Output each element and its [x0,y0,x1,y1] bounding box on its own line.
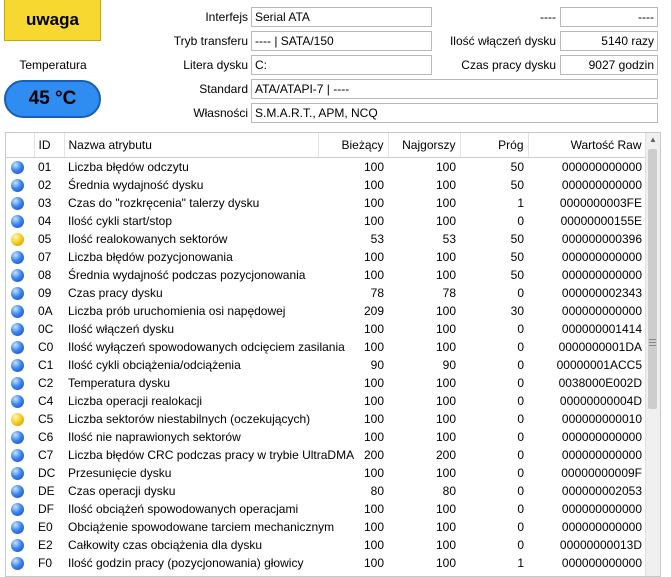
table-row[interactable] [6,158,646,177]
header-status[interactable] [6,133,34,158]
cell-threshold: 0 [517,448,524,462]
vertical-scrollbar[interactable] [645,133,660,576]
status-cell [6,158,34,177]
scroll-grip-icon [648,337,657,349]
table-row[interactable] [6,446,646,464]
cell-name: Czas do "rozkręcenia" talerzy dysku [68,196,260,210]
table-row[interactable] [6,374,646,392]
cell-worst: 78 [442,286,456,300]
cell-worst: 100 [435,430,456,444]
status-dot-icon [11,467,24,480]
cell-name: Liczba błędów pozycjonowania [68,250,233,264]
cell-raw: 000000000000 [561,430,642,444]
cell-raw: 000000000000 [561,178,642,192]
cell-worst: 100 [435,538,456,552]
table-row[interactable] [6,194,646,212]
cell-id: 0C [38,322,54,336]
cell-id: C4 [38,394,54,408]
cell-name: Ilość realokowanych sektorów [68,232,228,246]
cell-worst: 100 [435,160,456,174]
cell-raw: 00000000013D [559,538,642,552]
cell-name: Ilość wyłączeń spowodowanych odcięciem zasilania [68,340,345,354]
cell-id: 07 [38,250,52,264]
status-dot-icon [11,359,24,372]
cell-current: 100 [363,556,384,570]
cell-name: Ilość cykli start/stop [68,214,173,228]
status-dot-icon [11,179,24,192]
table-row[interactable] [6,464,646,482]
cell-threshold: 0 [517,502,524,516]
cell-raw: 000000000000 [561,448,642,462]
status-dot-icon [11,395,24,408]
table-header-row [6,133,646,158]
cell-raw: 000000000000 [561,304,642,318]
cell-id: 02 [38,178,52,192]
cell-current: 100 [363,376,384,390]
cell-raw: 000000000000 [561,556,642,570]
status-cell [6,482,34,500]
cell-threshold: 0 [517,358,524,372]
cell-current: 100 [363,340,384,354]
features-field: S.M.A.R.T., APM, NCQ [251,103,658,123]
cell-threshold: 0 [517,214,524,228]
cell-id: E0 [38,520,53,534]
cell-raw: 0000000001DA [558,340,642,354]
cell-name: Liczba prób uruchomienia osi napędowej [68,304,286,318]
standard-label: Standard [199,82,248,96]
status-cell [6,284,34,302]
cell-id: 08 [38,268,52,282]
table-row[interactable] [6,554,646,572]
table-row[interactable] [6,482,646,500]
power-on-hours-field: 9027 godzin [560,55,658,75]
cell-name: Liczba sektorów niestabilnych (oczekujących) [68,412,311,426]
cell-threshold: 0 [517,430,524,444]
cell-raw: 000000000396 [561,232,642,246]
header-raw-value[interactable]: Wartość Raw [528,133,646,158]
cell-name: Ilość nie naprawionych sektorów [68,430,241,444]
cell-current: 53 [370,232,384,246]
status-dot-icon [11,485,24,498]
status-cell [6,500,34,518]
cell-worst: 100 [435,340,456,354]
cell-threshold: 0 [517,322,524,336]
cell-id: 0A [38,304,53,318]
cell-worst: 100 [435,412,456,426]
cell-threshold: 0 [517,520,524,534]
status-cell [6,266,34,284]
cell-raw: 0038000E002D [558,376,642,390]
header-current[interactable]: Bieżący [318,133,388,158]
cell-raw: 00000001ACC5 [556,358,642,372]
cell-name: Obciążenie spowodowane tarciem mechanicznym [68,520,335,534]
table-row[interactable] [6,392,646,410]
header-worst[interactable]: Najgorszy [388,133,460,158]
status-cell [6,464,34,482]
status-cell [6,194,34,212]
cell-threshold: 0 [517,286,524,300]
cell-id: 04 [38,214,52,228]
header-threshold[interactable]: Próg [460,133,528,158]
cell-threshold: 50 [510,268,524,282]
cell-threshold: 1 [517,556,524,570]
cell-worst: 100 [435,214,456,228]
cell-id: E2 [38,538,53,552]
table-row[interactable] [6,410,646,428]
status-cell [6,536,34,554]
table-row[interactable] [6,176,646,194]
interface-field: Serial ATA [251,7,432,27]
status-cell [6,176,34,194]
status-dot-icon [11,341,24,354]
status-cell [6,212,34,230]
cell-current: 100 [363,160,384,174]
table-row[interactable] [6,518,646,536]
right-top-label: ---- [540,10,556,24]
cell-raw: 0000000003FE [559,196,642,210]
cell-name: Ilość włączeń dysku [68,322,175,336]
cell-name: Liczba błędów odczytu [68,160,189,174]
status-cell [6,230,34,248]
cell-raw: 000000000000 [561,250,642,264]
table-row[interactable] [6,302,646,320]
status-cell [6,446,34,464]
table-row[interactable] [6,248,646,266]
cell-worst: 200 [435,448,456,462]
cell-id: C0 [38,340,54,354]
cell-raw: 00000000004D [559,394,642,408]
cell-worst: 100 [435,466,456,480]
cell-current: 100 [363,520,384,534]
cell-current: 100 [363,268,384,282]
scroll-thumb[interactable] [648,149,657,409]
cell-raw: 000000000000 [561,520,642,534]
drive-letter-field: C: [251,55,432,75]
power-on-hours-label: Czas pracy dysku [461,58,556,72]
standard-field: ATA/ATAPI-7 | ---- [251,79,658,99]
status-dot-icon [11,161,24,174]
status-cell [6,338,34,356]
cell-current: 209 [363,304,384,318]
cell-id: C6 [38,430,54,444]
cell-worst: 100 [435,322,456,336]
status-dot-icon [11,305,24,318]
cell-id: 09 [38,286,52,300]
table-row[interactable] [6,284,646,302]
status-cell [6,374,34,392]
status-dot-icon [11,323,24,336]
power-on-count-label: Ilość włączeń dysku [449,34,556,48]
cell-current: 200 [363,448,384,462]
cell-current: 100 [363,250,384,264]
cell-current: 100 [363,502,384,516]
cell-worst: 100 [435,556,456,570]
cell-worst: 100 [435,520,456,534]
table-row[interactable] [6,320,646,338]
cell-worst: 100 [435,250,456,264]
cell-current: 100 [363,178,384,192]
cell-threshold: 50 [510,250,524,264]
cell-name: Przesunięcie dysku [68,466,172,480]
table-row[interactable] [6,356,646,374]
cell-worst: 100 [435,268,456,282]
status-dot-icon [11,377,24,390]
cell-worst: 100 [435,394,456,408]
cell-current: 100 [363,412,384,426]
status-dot-icon [11,557,24,570]
header-attribute-name[interactable]: Nazwa atrybutu [64,133,318,158]
cell-id: DC [38,466,56,480]
cell-name: Średnia wydajność podczas pozycjonowania [68,268,306,282]
transfer-mode-field: ---- | SATA/150 [251,31,432,51]
cell-raw: 000000002343 [561,286,642,300]
status-dot-icon [11,413,24,426]
temperature-label: Temperatura [19,58,87,72]
status-cell [6,320,34,338]
cell-worst: 90 [442,358,456,372]
cell-current: 100 [363,538,384,552]
cell-worst: 100 [435,376,456,390]
cell-worst: 100 [435,196,456,210]
cell-current: 100 [363,430,384,444]
interface-label: Interfejs [205,10,248,24]
status-dot-icon [11,503,24,516]
cell-current: 90 [370,358,384,372]
cell-name: Temperatura dysku [68,376,171,390]
cell-raw: 000000000010 [561,412,642,426]
status-dot-icon [11,215,24,228]
cell-worst: 100 [435,502,456,516]
drive-letter-label: Litera dysku [183,58,248,72]
smart-attributes-table[interactable] [5,132,661,577]
cell-id: 05 [38,232,52,246]
table-row[interactable] [6,212,646,230]
temperature-badge: 45 °C [4,80,101,118]
cell-current: 80 [370,484,384,498]
cell-threshold: 0 [517,484,524,498]
cell-current: 78 [370,286,384,300]
status-cell [6,554,34,572]
table-row[interactable] [6,338,646,356]
scroll-up-arrow-icon[interactable]: ▲ [649,135,657,144]
cell-id: 03 [38,196,52,210]
status-cell [6,302,34,320]
cell-raw: 000000000000 [561,502,642,516]
power-on-count-field: 5140 razy [560,31,658,51]
cell-id: C2 [38,376,54,390]
status-dot-icon [11,431,24,444]
cell-threshold: 0 [517,376,524,390]
cell-name: Czas pracy dysku [68,286,163,300]
cell-id: DE [38,484,55,498]
cell-worst: 100 [435,178,456,192]
cell-name: Całkowity czas obciążenia dla dysku [68,538,263,552]
cell-id: DF [38,502,54,516]
status-cell [6,410,34,428]
cell-id: C5 [38,412,54,426]
transfer-mode-label: Tryb transferu [173,34,248,48]
cell-current: 100 [363,214,384,228]
cell-raw: 000000001414 [561,322,642,336]
table-row[interactable] [6,536,646,554]
cell-threshold: 0 [517,538,524,552]
status-dot-icon [11,539,24,552]
status-dot-icon [11,233,24,246]
status-dot-icon [11,521,24,534]
cell-name: Liczba błędów CRC podczas pracy w trybie UltraDMA [68,448,355,462]
table-row[interactable] [6,428,646,446]
cell-current: 100 [363,322,384,336]
cell-threshold: 0 [517,340,524,354]
status-dot-icon [11,269,24,282]
table-row[interactable] [6,500,646,518]
cell-threshold: 0 [517,412,524,426]
cell-current: 100 [363,196,384,210]
status-dot-icon [11,197,24,210]
status-cell [6,248,34,266]
cell-threshold: 30 [510,304,524,318]
header-id[interactable]: ID [34,133,64,158]
cell-worst: 53 [442,232,456,246]
table-row[interactable] [6,266,646,284]
cell-threshold: 0 [517,466,524,480]
cell-id: C7 [38,448,54,462]
cell-threshold: 1 [517,196,524,210]
cell-raw: 00000000009F [561,466,642,480]
right-top-field: ---- [560,7,658,27]
cell-id: F0 [38,556,53,570]
cell-raw: 000000002053 [561,484,642,498]
cell-raw: 000000000000 [561,268,642,282]
cell-name: Ilość godzin pracy (pozycjonowania) głowicy [68,556,304,570]
cell-name: Średnia wydajność dysku [68,178,204,192]
cell-id: C1 [38,358,54,372]
features-label: Własności [193,106,248,120]
status-cell [6,392,34,410]
cell-current: 100 [363,466,384,480]
cell-raw: 000000000000 [561,160,642,174]
cell-name: Ilość obciążeń spowodowanych operacjami [68,502,299,516]
status-cell [6,428,34,446]
cell-threshold: 50 [510,160,524,174]
cell-threshold: 50 [510,178,524,192]
cell-threshold: 0 [517,394,524,408]
cell-raw: 00000000155E [560,214,642,228]
cell-threshold: 50 [510,232,524,246]
status-dot-icon [11,251,24,264]
status-cell [6,356,34,374]
cell-name: Ilość cykli obciążenia/odciążenia [68,358,241,372]
status-dot-icon [11,449,24,462]
cell-id: 01 [38,160,52,174]
cell-worst: 80 [442,484,456,498]
cell-name: Czas operacji dysku [68,484,176,498]
status-cell [6,518,34,536]
health-status-badge: uwaga [4,0,101,41]
table-row[interactable] [6,230,646,248]
cell-name: Liczba operacji realokacji [68,394,203,408]
status-dot-icon [11,287,24,300]
cell-current: 100 [363,394,384,408]
cell-worst: 100 [435,304,456,318]
